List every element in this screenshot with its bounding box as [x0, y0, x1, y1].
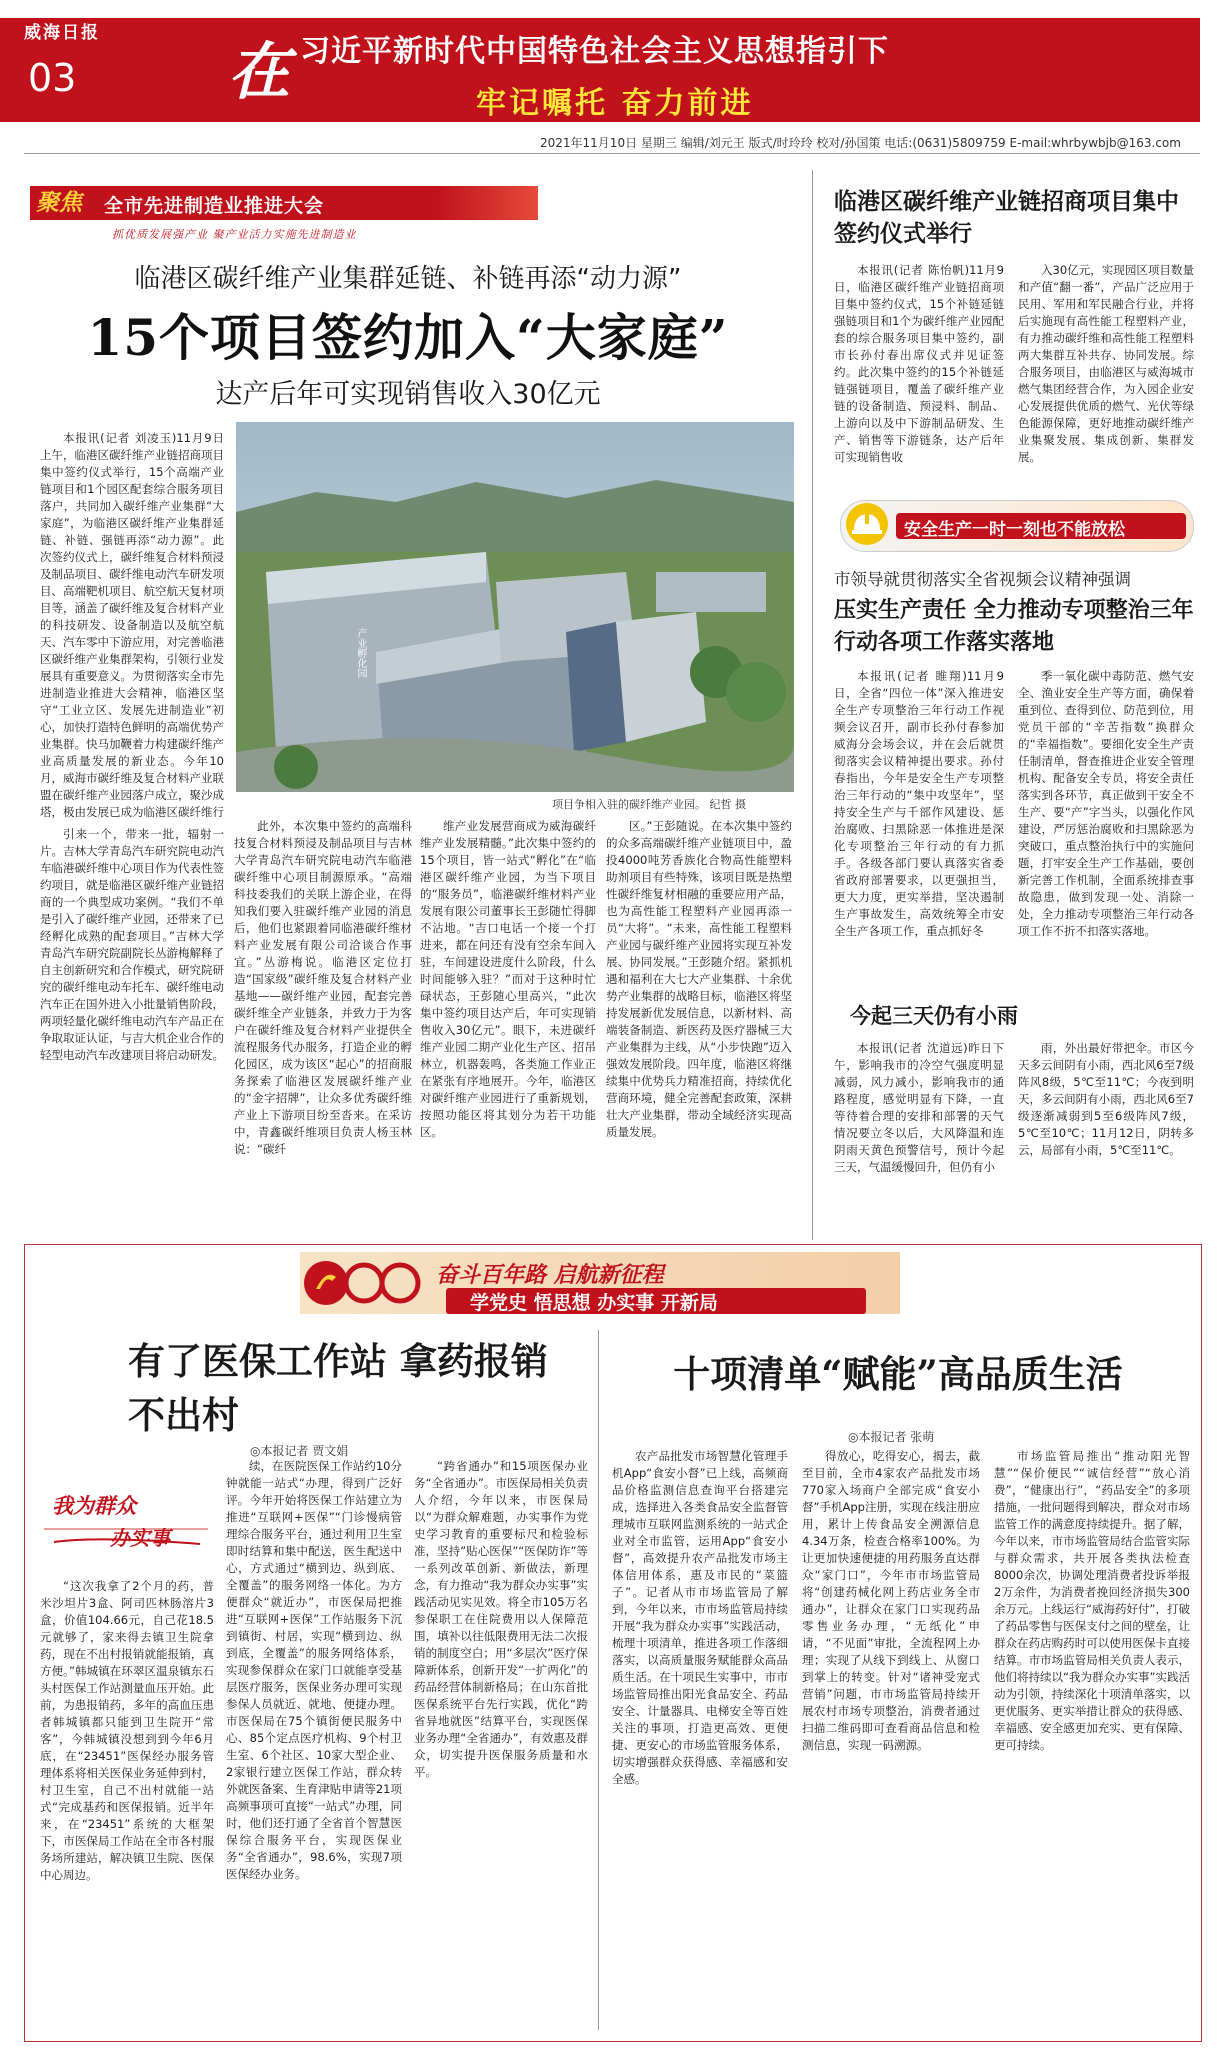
paper-name: 威海日报: [24, 23, 100, 43]
party-title: 奋斗百年路 启航新征程: [436, 1263, 664, 1288]
medical-byline: ◎本报记者 贾文娟: [250, 1444, 349, 1458]
medical-col2: 续，在医院医保工作站约10分钟就能一站式“办理，得到广泛好评。今年开始将医保工作站建立为推进“互联网+医保”“门诊慢病管理综合服务平台，通过利用卫生室即时结算和集中配送，医生配送中心，方式通过“横到边、纵到底、全覆盖”的服务网络一体化。为方便群众“就近办”，市医保局把推进“互联网+医保”工作站服务下沉到镇街、村居，实现“横到边、纵到底，全覆盖”的服务网络体系，实现参保群众在家门口就能享受基层医疗服务，医保业务办理可实现参保人员就近、就地、便捷办理。市医保局在75个镇街便民服务中心、85个定点医疗机构、9个村卫生室、6个社区、10家大型企业、2家银行建立医保工作站，群众转外就医备案、生育津贴申请等21项高频事项可直接“一站式”办理，同时，他们还打通了全省首个智慧医保综合服务平台，实现医保业务“全省通办”，98.6%，实现7项医保经办业务。: [226, 1459, 402, 1881]
safety-kicker: 市领导就贯彻落实全省视频会议精神强调: [834, 570, 1131, 589]
lead-headline: 15个项目签约加入“大家庭”: [87, 308, 729, 367]
lead-col1b: 引来一个，带来一批，辐射一片。吉林大学青岛汽车研究院电动汽车临港碳纤维中心项目作为代表性签约项目，就是临港区碳纤维产业链招商的一个典型成功案例。“我们不单是引入了碳纤维产业园，还带来了已经孵化成熟的配套项目。”吉林大学青岛汽车研究院副院长丛游梅解释了自主创新研究和合作模式，研究院研究的碳纤维电动车托车、碳纤维电动汽车正在国外进入小批量销售阶段，两项轻量化碳纤维电动汽车产品正在争取取证认证，与吉大机企业合作的轻型电动汽车改建项目将启动研发。: [40, 827, 224, 1062]
signing-col1: 本报讯(记者 陈怡帆)11月9日，临港区碳纤维产业链招商项目集中签约仪式，15个补链延链强链项目和1个为碳纤维产业园配套的综合服务项目集中签约，副市长孙付春出席仪式并见证签约。此次集中签约的15个补链延链强链项目，覆盖了碳纤维产业链的设备制造、预浸料、制品、上游向以及中下游制品研发、生产、销售等下游链条，达产后年可实现销售收: [834, 263, 1004, 464]
dateline: 2021年11月10日 星期三 编辑/刘元王 版式/时玲玲 校对/孙国策 电话:(0631)5809759 E-mail:whrbywbjb@163.com: [540, 136, 1181, 150]
lead-photo-caption: 项目争相入驻的碳纤维产业园。 纪哲 摄: [552, 798, 746, 811]
lead-banner-title: 全市先进制造业推进大会: [104, 195, 325, 217]
lead-subhead: 达产后年可实现销售收入30亿元: [215, 379, 601, 410]
masthead-slogan: 牢记嘱托 奋力前进: [476, 86, 754, 121]
page-number: 03: [28, 56, 77, 100]
checklist-col2: 得放心，吃得安心，揭去，截至目前，全市4家农产品批发市场770家入场商户全部完成“食安小督”手机App注册，实现在线注册应用，累计上传食品安全溯源信息4.34万条，检查合格率100%。为让更加快速便捷的用药服务直达群众“家门口”，今年市市场监管局将“创建药械化网上药店业务全市通办”，让群众在家门口实现药品零售业务办理，“无纸化”申请，“不见面”审批，全流程网上办理；实现了从线下到线上、从窗口到掌上的转变。针对“诸神受宠式营销”问题，市市场监管局持续开展农村市场专项整治，消费者通过扫描二维码即可查看商品信息和检测信息，实现一码溯源。: [802, 1449, 980, 1752]
weather-col2: 雨，外出最好带把伞。市区今天多云间阴有小雨，西北风6至7级阵风8级，5℃至11℃；今夜到明天，多云间阴有小雨，西北风6至7级逐渐减弱到5至6级阵风7级，5℃至10℃；11月12日，阴转多云，局部有小雨，5℃至11℃。: [1018, 1041, 1194, 1157]
checklist-col1: 农产品批发市场智慧化管理手机App“食安小督”已上线，高频商品价格监测信息查询平台搭建完成，选择进入各类食品安全监督管理城市互联网监测系统的一站式企业对全市监管，运用App“食安小督”，高效提升农产品批发市场主体信用体系，惠及市民的“菜篮子”。记者从市市场监管局了解到，今年以来，市市场监管局持续开展“我为群众办实事”实践活动，梳理十项清单，推进各项工作落细落实，以高质量服务赋能群众高品质生活。在十项民生实事中，市市场监管局推出阳光食品安全、药品安全、计量器具、电梯安全等百姓关注的事项，打造更高效、更便捷、更安心的市场监管服务体系，切实增强群众获得感、幸福感和安全感。: [612, 1449, 788, 1786]
column-tag-2: 办实事: [110, 1526, 170, 1550]
lead-col4: 区。”王彭随说。在本次集中签约的众多高端碳纤维产业链项目中，盈投4000吨芳香族化合物高性能塑料助剂项目有些特殊，该项目既是热塑性碳纤维复材相融的重要应用产品，也为高性能工程塑料产业园再添一员“大将”。“未来，高性能工程塑料产业园与碳纤维产业园将实现互补发展、协同发展。”王彭随介绍。紧抓机遇和福利在大七大产业集群、十余优势产业集群的战略目标，临港区将坚持发展新优发展信息，以新材料、高端装备制造、新医药及医疗器械三大产业集群为主线，从“小步快跑”迈入强效发展阶段。四年度，临港区将继续集中优势兵力精准招商，持续优化营商环境，健全完善配套政策，深耕壮大产业集群，带动全域经济实现高质量发展。: [606, 819, 792, 1139]
weather-headline: 今起三天仍有小雨: [850, 1003, 1018, 1028]
helmet-icon: [846, 503, 888, 545]
masthead-glyph: 在: [228, 35, 291, 108]
signing-col2: 入30亿元，实现园区项目数量和产值“翻一番”，产品广泛应用于民用、军用和军民融合行业，并将后实施现有高性能工程塑料产业，有力推动碳纤维和高性能工程塑料两大集群互补共存、协同发展。综合服务项目，由临港区与威海城市燃气集团经营合作，为入园企业安心发展提供优质的燃气、光伏等绿色能源保障，更好地推动碳纤维产业集聚发展、集成创新、集群发展。: [1018, 263, 1194, 464]
photo-sign: 产业孵化园: [355, 628, 366, 678]
column-tag-1: 我为群众: [52, 1493, 136, 1518]
safety-col1: 本报讯(记者 睢翔)11月9日，全省“四位一体”深入推进安全生产专项整治三年行动工作视频会议召开，副市长孙付春参加威海分会场会议，并在会后就贯彻落实会议精神提出要求。孙付春指出，今年是安全生产专项整治三年行动的“集中攻坚年”，坚持安全生产与千部作风建设、惩治腐败、扫黑除恶一体推进是深化专项整治三年行动的有力抓手。各级各部门要认真落实省委省政府部署要求，以更强担当，更大力度，更实举措，坚决遏制生产事故发生，高效统筹全市安全生产各项工作，重点抓好冬: [834, 669, 1004, 938]
lead-col3: 维产业发展营商成为威海碳纤维产业发展精髓。”此次集中签约的15个项目，皆一站式“孵化”在“临港区碳纤维产业园，为当下项目的“服务员”，临港碳纤维材料产业发展有限公司董事长王彭随忙得脚不沾地。“吉口电话一个接一个打进来，都在问还有没有空余车间入驻，车间建设进度什么阶段，什么时间能够入驻？”而对于这种时忙碌状态，王彭随心里高兴，“此次集中签约项目达产后，年可实现销售收入30亿元”。眼下，未进碳纤维产业园二期产业化生产区、招吊林立，机器轰鸣，各类施工作业正在紧张有序地展开。今年，临港区对碳纤维产业园进行了重新规划，按照功能区将其划分为若干功能区。: [420, 819, 596, 1139]
lead-banner-sub: 抓优质发展强产业 聚产业活力实施先进制造业: [112, 228, 357, 241]
signing-headline: 临港区碳纤维产业链招商项目集中签约仪式举行: [834, 188, 1179, 247]
checklist-headline: 十项清单“赋能”高品质生活: [673, 1352, 1123, 1396]
medical-col1: “这次我拿了2个月的药，普米沙坦片3盒、阿司匹林肠溶片3盒，价值104.66元，自己花18.5元就够了，家来得去镇卫生院拿药，现在不出村报销就能报销，真方便。”韩城镇在环翠区温泉镇东石头村医保工作站测量血压开始。此前，为患报销药，多年的高血压患者韩城镇都只能到卫生院开“常客”，今韩城镇没想到到今年6月底，在“23451”医保经办服务管理体系将相关医保业务延伸到村，村卫生室，自己不出村就能一站式“完成基药和医保报销。近半年来，在“23451”系统的大框架下，市医保局工作站在全市各村服务场所建站，解决镇卫生院、医保中心周边。: [40, 1579, 214, 1882]
column-rule: [812, 170, 813, 1240]
masthead-title: 习近平新时代中国特色社会主义思想指引下: [300, 34, 889, 69]
checklist-col3: 市场监管局推出“推动阳光智慧”“保价便民”“诚信经营”“放心消费”，“健康出行”，“药品安全”的多项措施，一批问题得到解决，群众对市场监管工作的满意度持续提升。据了解，今年以来，市市场监管局结合监管实际与群众需求，共开展各类执法检查8000余次，协调处理消费者投诉举报2万余件，为消费者挽回经济损失300余万元。上线运行“威海药好付”，打破了药品零售与医保支付之间的壁垒，让群众在药店购药时可以使用医保卡直接结算。市市场监管局相关负责人表示，他们将持续以“我为群众办实事”实践活动为引领，持续深化十项清单落实，以更优服务、更实举措让群众的获得感、幸福感、安全感更加充实、更有保障、更可持续。: [994, 1449, 1190, 1752]
safety-col2: 季一氧化碳中毒防范、燃气安全、渔业安全生产等方面，确保着重到位、查得到位、防范到位，用党员干部的“辛苦指数”换群众的“幸福指数”。要细化安全生产责任制清单，督查推进企业安全管理机构、配备安全专员，将安全责任落实到各环节，真正做到干安全不生产、要“产”字当头，以强化作风建设，严厉惩治腐败和扫黑除恶为突破口，重点整治执行中的实施问题，打牢安全生产工作基础，要创新完善工作机制，全面系统排查事故隐患，做到发现一处、消除一处，全力推动专项整治三年行动各项工作不折不扣落实落地。: [1018, 669, 1194, 938]
column-rule: [598, 1330, 599, 2030]
divider: [24, 153, 1200, 154]
lead-col2: 此外，本次集中签约的高端科技复合材料预浸及制品项目与吉林大学青岛汽车研究院电动汽车临港碳纤维中心项目制源原承。“高端科技委我们的关联上游企业，在得知我们要入驻碳纤维产业园的消息后，他们也紧跟着同临港碳纤维材料产业发展有限公司洽谈合作事宜。”丛游梅说。临港区定位打造“国家级”碳纤维及复合材料产业基地——碳纤维产业园，配套完善碳纤维全产业链条，并致力于为客户在碳纤维及复合材料产业提供全流程服务代办服务，打造企业的孵化园区，成为该区“起心”的招商服务探索了临港区发展碳纤维产业的“金字招牌”，让众多优秀碳纤维产业上下游项目纷至沓来。在采访中，青鑫碳纤维项目负责人杨玉林说：“碳纤: [234, 819, 412, 1156]
lead-kicker: 临港区碳纤维产业集群延链、补链再添“动力源”: [134, 264, 682, 294]
checklist-byline: ◎本报记者 张萌: [848, 1430, 935, 1444]
lead-photo: [236, 422, 794, 792]
party-sub: 学党史 悟思想 办实事 开新局: [470, 1292, 718, 1314]
lead-banner-glyph: 聚焦: [36, 189, 82, 216]
safety-banner-text: 安全生产一时一刻也不能放松: [904, 520, 1125, 540]
lead-col1: 本报讯(记者 刘凌玉)11月9日上午，临港区碳纤维产业链招商项目集中签约仪式举行，15个高端产业链项目和1个园区配套综合服务项目落户，共同加入碳纤维产业集群“大家庭”，为临港区碳纤维产业集群延链、补链、强链再添“动力源”。此次签约仪式上，碳纤维复合材料预浸及制品项目、碳纤维电动汽车研发项目、高端靶机项目、航空航天复材项目等，涵盖了碳纤维及复合材料产业的科技研发、设备制造以及航空航天、汽车零中下游应用，对完善临港区碳纤维产业集群架构，引领行业发展具有重要意义。为贯彻落实全市先进制造业推进大会精神，临港区坚守“工业立区、发展先进制造业”初心，加快打造特色鲜明的高端优势产业集群。快马加鞭着力构建碳纤维产业高质量发展的新业态。今年10月，威海市碳纤维及复合材料产业联盟在碳纤维产业园落户成立，聚沙成塔，极由发展已成为临港区碳纤维行: [40, 431, 224, 819]
weather-col1: 本报讯(记者 沈道远)昨日下午，影响我市的冷空气强度明显减弱，风力减小，影响我市的通路程度，感觉明显有下降，一直等待着合理的安排和部署的天气情况要立冬以后，大风降温和连阴雨天黄色预警信号，预计今起三天，气温缓慢回升，但仍有小: [834, 1041, 1004, 1174]
medical-col3: “跨省通办”和15项医保办业务“全省通办”。市医保局相关负责人介绍，今年以来，市医保局以“为群众解难题，办实事作为党史学习教育的重要标尺和检验标准，坚持”贴心医保”“医保防诈”等一系列改革创新、新做法，新理念，有力推动“我为群众办实事”实践活动见实见效。将全市105万名参保职工在住院费用以人保障范围，填补以往低限费用无法二次报销的制度空白；用“多层次”医疗保障新体系，创新开发“一扩两化”的药品经营体制新格局；在山东首批医保系统平台先行实践，优化“跨省异地就医”结算平台，实现医保业务办理“全省通办”，有效惠及群众，切实提升医保服务质量和水平。: [414, 1459, 588, 1779]
safety-headline: 压实生产责任 全力推动专项整治三年行动各项工作落实落地: [834, 597, 1194, 655]
medical-headline: 有了医保工作站 拿药报销不出村: [128, 1339, 548, 1437]
party-emblem: [304, 1255, 424, 1311]
